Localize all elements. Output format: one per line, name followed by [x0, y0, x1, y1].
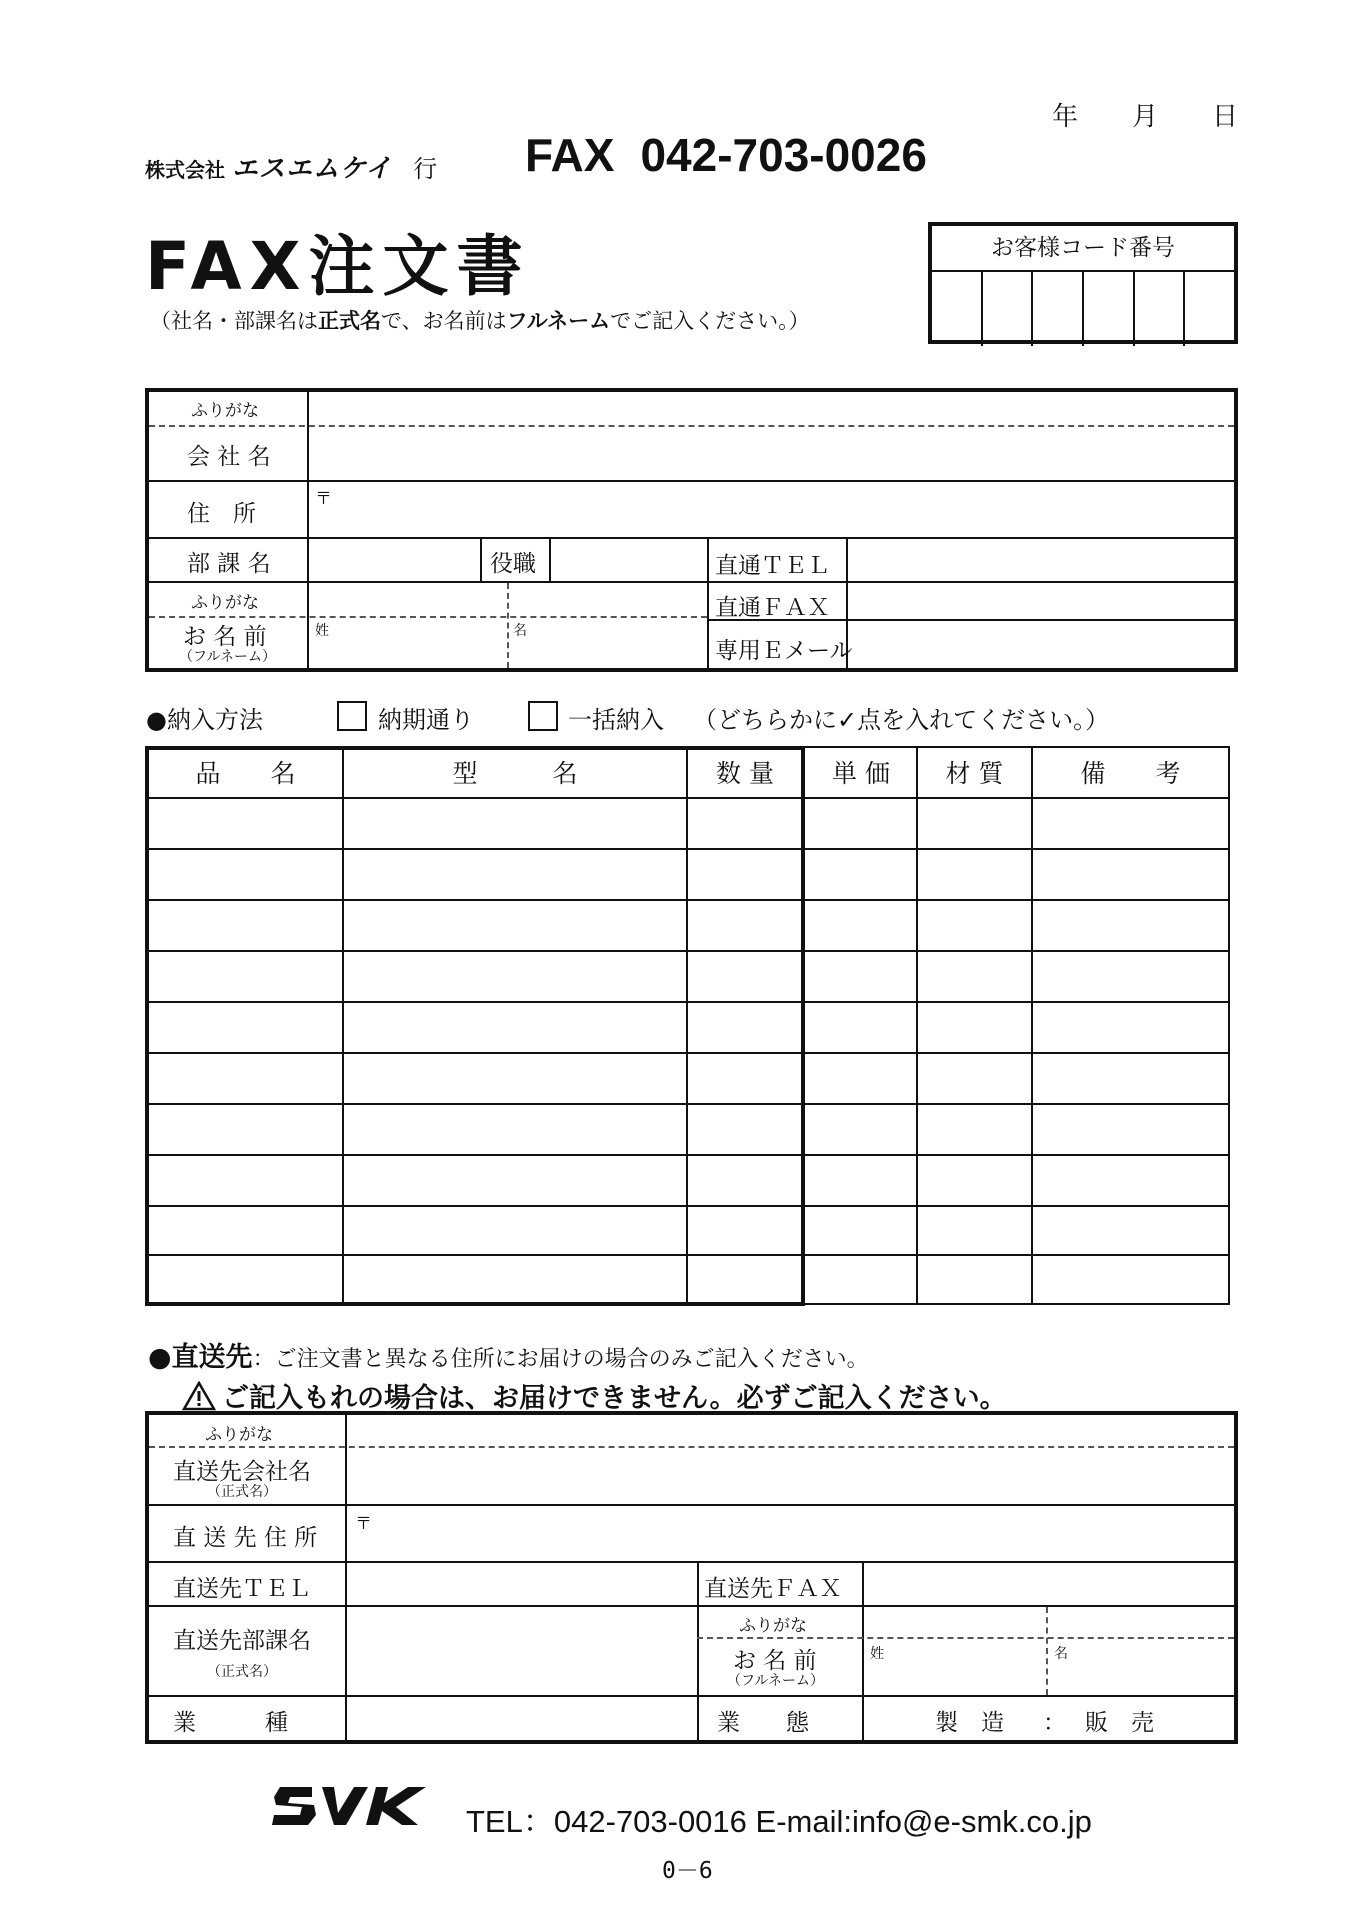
bulk-delivery-checkbox[interactable] — [528, 701, 558, 731]
ship-department-label: 直送先部課名 — [173, 1628, 311, 1654]
position-label: 役職 — [490, 551, 536, 577]
department-label: 部 課 名 — [187, 551, 271, 577]
mei-label: 名 — [513, 623, 527, 639]
direct-tel-label: 直通ＴＥＬ — [715, 553, 830, 579]
fullname-label: （フルネーム） — [179, 649, 277, 665]
customer-info-table — [145, 388, 1238, 672]
ship-company-field[interactable] — [347, 1448, 1234, 1504]
direct-ship-heading: ●直送先：ご注文書と異なる住所にお届けの場合のみご記入ください。 — [148, 1342, 869, 1373]
ship-name-label: お 名 前 — [733, 1648, 817, 1674]
ship-furigana-label: ふりがな — [205, 1425, 273, 1445]
ship-department-official: （正式名） — [207, 1664, 277, 1680]
header-quantity: 数 量 — [716, 759, 774, 788]
header-remarks: 備 考 — [1080, 759, 1181, 788]
ship-company-official: （正式名） — [207, 1484, 277, 1500]
furigana-label: ふりがな — [191, 401, 259, 421]
option-separator: ： — [1043, 1710, 1066, 1736]
page-subtitle: （社名・部課名は正式名で、お名前はフルネームでご記入ください。） — [150, 309, 810, 333]
customer-code-label: お客様コード番号 — [932, 226, 1234, 272]
sei-label: 姓 — [315, 623, 329, 639]
code-cell[interactable] — [1135, 272, 1186, 346]
recipient-company — [145, 148, 437, 185]
footer-contact: TEL：042-703-0016 E-mail:info@e-smk.co.jp — [466, 1804, 1092, 1839]
ship-address-field[interactable] — [347, 1506, 1234, 1561]
header-product-name: 品 名 — [195, 759, 296, 788]
ship-name-furigana: ふりがな — [739, 1616, 807, 1636]
smk-logo-icon — [272, 1783, 432, 1827]
code-cell[interactable] — [1084, 272, 1135, 346]
direct-ship-warning: ご記入もれの場合は、お届けできません。必ずご記入ください。 — [182, 1376, 1007, 1415]
ship-sei-label: 姓 — [870, 1646, 884, 1662]
name-furigana-label: ふりがな — [191, 593, 259, 613]
code-cell[interactable] — [983, 272, 1034, 346]
direct-fax-label: 直通ＦＡＸ — [715, 595, 830, 621]
industry-label: 業 種 — [173, 1710, 288, 1736]
day-label: 日 — [1212, 102, 1239, 132]
name-label: お 名 前 — [183, 624, 267, 650]
ship-address-label: 直 送 先 住 所 — [173, 1525, 318, 1551]
company-brand-logo: エスエムケイ — [231, 154, 393, 184]
company-prefix: 株式会社 — [145, 158, 225, 182]
ship-tel-label: 直送先ＴＥＬ — [173, 1576, 311, 1602]
on-schedule-label: 納期通り — [378, 706, 474, 734]
ship-fullname-label: （フルネーム） — [727, 1673, 825, 1689]
order-table — [145, 746, 1230, 1306]
company-field[interactable] — [309, 427, 1234, 480]
ship-company-label: 直送先会社名 — [173, 1459, 311, 1485]
header-model: 型 名 — [452, 759, 578, 788]
code-cell[interactable] — [1033, 272, 1084, 346]
delivery-method-label: ●納入方法 — [146, 706, 263, 734]
sales-option[interactable]: 販 売 — [1085, 1710, 1154, 1736]
address-label: 住 所 — [187, 501, 256, 527]
on-schedule-checkbox[interactable] — [337, 701, 367, 731]
fax-number — [525, 128, 927, 182]
fax-number-value: 042-703-0026 — [640, 129, 927, 181]
month-label: 月 — [1132, 102, 1159, 132]
delivery-note: （どちらかに✓点を入れてください。） — [693, 706, 1110, 734]
ship-postal-mark: 〒 — [355, 1514, 372, 1534]
ship-mei-label: 名 — [1054, 1646, 1068, 1662]
customer-code-cells[interactable] — [932, 272, 1234, 346]
smk-logo — [272, 1783, 432, 1831]
customer-code-box — [928, 222, 1238, 344]
address-field[interactable] — [309, 482, 1234, 537]
ship-fax-label: 直送先ＦＡＸ — [704, 1576, 842, 1602]
direct-ship-table — [145, 1411, 1238, 1744]
code-cell[interactable] — [1185, 272, 1234, 346]
page-title: FAX注文書 — [145, 228, 531, 305]
business-type-label: 業 態 — [717, 1710, 809, 1736]
code-cell[interactable] — [932, 272, 983, 346]
bulk-delivery-label: 一括納入 — [568, 706, 664, 734]
header-material: 材 質 — [945, 759, 1004, 788]
company-label: 会 社 名 — [187, 444, 271, 470]
email-label: 専用Ｅメール — [715, 638, 853, 664]
warning-icon — [182, 1381, 216, 1411]
fax-label: FAX — [525, 129, 615, 181]
company-suffix: 行 — [413, 155, 438, 183]
direct-ship-title: 直送先 — [171, 1342, 253, 1373]
manufacturing-option[interactable]: 製 造 — [935, 1710, 1004, 1736]
year-label: 年 — [1052, 102, 1079, 132]
postal-mark: 〒 — [315, 489, 332, 509]
direct-ship-note: ：ご注文書と異なる住所にお届けの場合のみご記入ください。 — [252, 1347, 869, 1372]
header-unit-price: 単 価 — [832, 759, 890, 788]
page-number: 0－6 — [662, 1858, 713, 1884]
